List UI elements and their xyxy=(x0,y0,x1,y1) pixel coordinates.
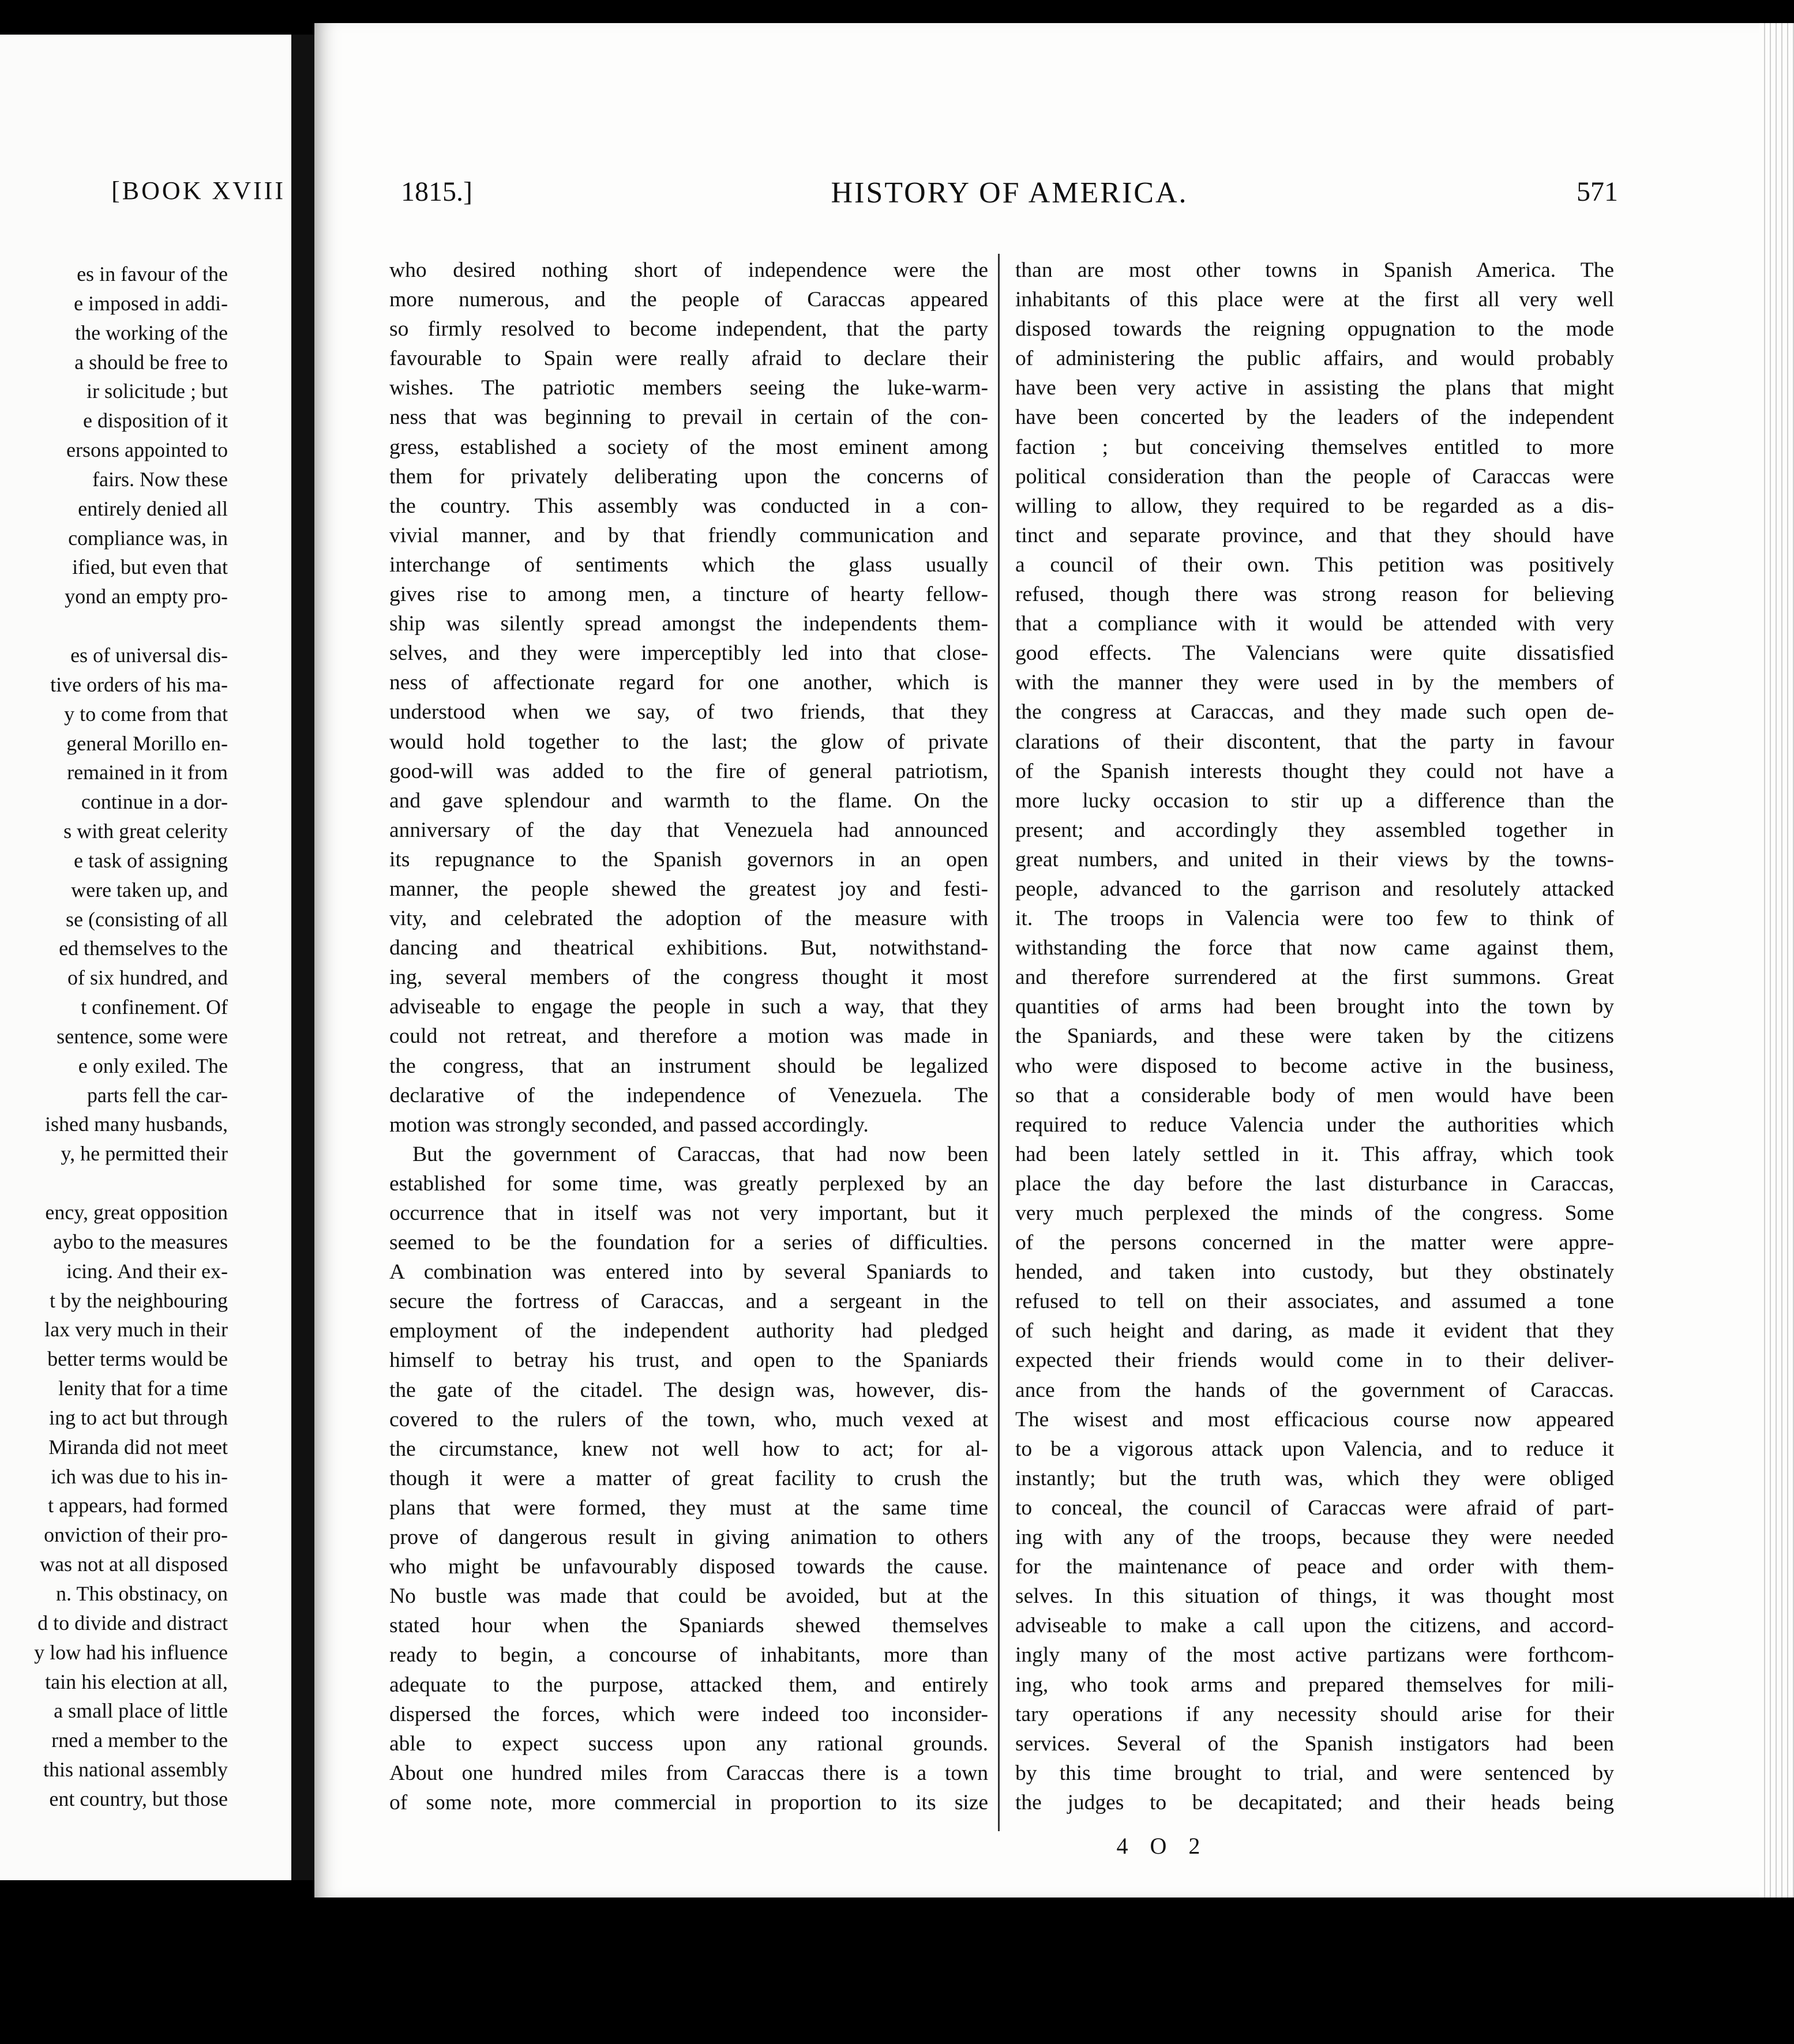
text-line: who were disposed to become active in the business, xyxy=(1015,1054,1614,1078)
text-line: place the day before the last disturbance in Caraccas, xyxy=(1015,1171,1614,1196)
text-line: the gate of the citadel. The design was, however, dis- xyxy=(389,1378,988,1402)
text-line: adviseable to engage the people in such a way, that they xyxy=(389,995,988,1019)
text-line: declarative of the independence of Venezuela. The xyxy=(389,1083,988,1107)
text-line: disposed towards the reigning oppugnation to the mode xyxy=(1015,317,1614,341)
text-line: withstanding the force that now came against them, xyxy=(1015,936,1614,960)
previous-page-line: icing. And their ex- xyxy=(66,1259,228,1283)
text-line: ingly many of the most active partizans were forthcom- xyxy=(1015,1643,1614,1667)
text-line: able to expect success upon any rational grounds. xyxy=(389,1731,988,1756)
previous-page-line: t confinement. Of xyxy=(81,995,228,1019)
running-head-title: HISTORY OF AMERICA. xyxy=(831,176,1188,209)
text-line: plans that were formed, they must at the same time xyxy=(389,1496,988,1520)
text-line: to be a vigorous attack upon Valencia, and to reduce it xyxy=(1015,1437,1614,1461)
text-line: ness of affectionate regard for one another, which is xyxy=(389,671,988,695)
text-line: gives rise to among men, a tincture of hearty fellow- xyxy=(389,583,988,607)
previous-page-line: this national assembly xyxy=(43,1758,228,1782)
text-line: who might be unfavourably disposed towards the cause. xyxy=(389,1555,988,1579)
text-line: vity, and celebrated the adoption of the measure with xyxy=(389,907,988,931)
previous-page-line: ing to act but through xyxy=(49,1406,228,1429)
text-line: of such height and daring, as made it evident that they xyxy=(1015,1319,1614,1343)
text-line: established for some time, was greatly perplexed by an xyxy=(389,1171,988,1196)
previous-page-line: of six hundred, and xyxy=(67,966,228,990)
previous-page-line: y, he permitted their xyxy=(61,1142,228,1166)
previous-page-line: compliance was, in xyxy=(68,526,228,550)
running-head-date: 1815.] xyxy=(401,176,472,207)
previous-page-line: better terms would be xyxy=(47,1347,228,1371)
previous-page-line: ency, great opposition xyxy=(45,1201,228,1224)
previous-page-line: aybo to the measures xyxy=(53,1230,228,1253)
text-line: wishes. The patriotic members seeing the luke-warm- xyxy=(389,376,988,400)
text-line: them for privately deliberating upon the concerns of xyxy=(389,464,988,489)
page-571 xyxy=(314,23,1768,1898)
text-line: adequate to the purpose, attacked them, and entirely xyxy=(389,1673,988,1697)
text-line: refused to tell on their associates, and assumed a tone xyxy=(1015,1290,1614,1314)
text-line: stated hour when the Spaniards shewed themselves xyxy=(389,1614,988,1638)
text-line: good-will was added to the fire of general patriotism, xyxy=(389,759,988,783)
text-line: of the persons concerned in the matter were appre- xyxy=(1015,1231,1614,1255)
previous-page-fragment xyxy=(0,35,295,1880)
previous-page-line: a small place of little xyxy=(54,1699,228,1723)
text-line: very much perplexed the minds of the congress. Some xyxy=(1015,1201,1614,1225)
previous-page-line: y low had his influence xyxy=(34,1640,228,1664)
text-line: understood when we say, of two friends, that they xyxy=(389,700,988,724)
text-line: occurrence that in itself was not very important, but it xyxy=(389,1201,988,1225)
text-line: motion was strongly seconded, and passed accordingly. xyxy=(389,1113,869,1137)
text-line: the circumstance, knew not well how to act; for al- xyxy=(389,1437,988,1461)
text-line: tinct and separate province, and that they should have xyxy=(1015,523,1614,547)
previous-page-line: ified, but even that xyxy=(72,555,228,579)
previous-page-line: t appears, had formed xyxy=(48,1494,228,1517)
previous-page-line: ent country, but those xyxy=(49,1787,228,1810)
text-line: prove of dangerous result in giving animation to others xyxy=(389,1526,988,1550)
text-line: covered to the rulers of the town, who, much vexed at xyxy=(389,1407,988,1431)
text-line: that a compliance with it would be attended with very xyxy=(1015,612,1614,636)
text-line: selves. In this situation of things, it was thought most xyxy=(1015,1584,1614,1609)
text-line: more numerous, and the people of Caraccas appeared xyxy=(389,288,988,312)
text-line: for the maintenance of peace and order with them- xyxy=(1015,1555,1614,1579)
text-line: vivial manner, and by that friendly communication and xyxy=(389,523,988,547)
text-line: ing, who took arms and prepared themselves for mili- xyxy=(1015,1673,1614,1697)
text-line: ance from the hands of the government of Caraccas. xyxy=(1015,1378,1614,1402)
text-line: more lucky occasion to stir up a difference than the xyxy=(1015,788,1614,813)
text-line: services. Several of the Spanish instigators had been xyxy=(1015,1731,1614,1756)
previous-page-line: s with great celerity xyxy=(63,820,228,843)
text-line: interchange of sentiments which the glass usually xyxy=(389,553,988,577)
text-line: A combination was entered into by several Spaniards to xyxy=(389,1260,988,1284)
previous-page-line: d to divide and distract xyxy=(37,1611,228,1635)
text-line: by this time brought to trial, and were sentenced by xyxy=(1015,1761,1614,1785)
previous-page-line: ir solicitude ; but xyxy=(87,380,228,403)
text-line: ship was silently spread amongst the independents them- xyxy=(389,612,988,636)
text-line: the judges to be decapitated; and their heads being xyxy=(1015,1790,1614,1814)
text-line: have been concerted by the leaders of the independent xyxy=(1015,405,1614,430)
text-line: employment of the independent authority had pledged xyxy=(389,1319,988,1343)
text-line: willing to allow, they required to be regarded as a dis- xyxy=(1015,494,1614,518)
previous-page-line: yond an empty pro- xyxy=(65,585,228,608)
previous-page-line: remained in it from xyxy=(67,761,228,784)
previous-page-line: lax very much in their xyxy=(44,1318,228,1342)
book-gutter xyxy=(291,35,314,1880)
previous-page-line: parts fell the car- xyxy=(87,1083,228,1107)
running-head xyxy=(401,176,1618,216)
previous-page-line: were taken up, and xyxy=(71,878,228,901)
text-line: quantities of arms had been brought into the town by xyxy=(1015,995,1614,1019)
page-number: 571 xyxy=(1577,176,1618,207)
text-line: adviseable to make a call upon the citizens, and accord- xyxy=(1015,1614,1614,1638)
text-line: its repugnance to the Spanish governors in an open xyxy=(389,847,988,871)
previous-page-line: lenity that for a time xyxy=(58,1377,228,1400)
text-line: than are most other towns in Spanish America. The xyxy=(1015,258,1614,282)
text-line: hended, and taken into custody, but they obstinately xyxy=(1015,1260,1614,1284)
text-line: ness that was beginning to prevail in certain of the con- xyxy=(389,405,988,430)
text-line: had been lately settled in it. This affray, which took xyxy=(1015,1142,1614,1166)
text-line: have been very active in assisting the plans that might xyxy=(1015,376,1614,400)
signature-mark: 4 O 2 xyxy=(1116,1833,1208,1859)
text-column-left xyxy=(389,256,988,1817)
text-line: No bustle was made that could be avoided, but at the xyxy=(389,1584,988,1609)
text-column-right xyxy=(1015,256,1614,1817)
text-line: with the manner they were used in by the members of xyxy=(1015,671,1614,695)
text-line: good effects. The Valencians were quite dissatisfied xyxy=(1015,641,1614,666)
text-line: the congress, that an instrument should be legalized xyxy=(389,1054,988,1078)
text-line: About one hundred miles from Caraccas there is a town xyxy=(389,1761,988,1785)
text-line: would hold together to the last; the glow of private xyxy=(389,730,988,754)
text-line: himself to betray his trust, and open to the Spaniards xyxy=(389,1348,988,1373)
previous-page-line: ished many husbands, xyxy=(45,1113,228,1136)
text-line: refused, though there was strong reason for believing xyxy=(1015,583,1614,607)
previous-page-line: entirely denied all xyxy=(78,497,228,520)
previous-page-line: e imposed in addi- xyxy=(74,291,228,315)
page-edges xyxy=(1759,23,1794,1898)
text-line: it. The troops in Valencia were too few to think of xyxy=(1015,907,1614,931)
previous-page-line: es of universal dis- xyxy=(70,643,228,667)
previous-page-line: se (consisting of all xyxy=(66,907,228,931)
text-line: expected their friends would come in to their deliver- xyxy=(1015,1348,1614,1373)
previous-page-line: e only exiled. The xyxy=(78,1054,228,1077)
previous-page-line: was not at all disposed xyxy=(40,1553,228,1576)
text-line: great numbers, and united in their views by the towns- xyxy=(1015,847,1614,871)
text-line: political consideration than the people of Caraccas were xyxy=(1015,464,1614,489)
previous-page-line: tive orders of his ma- xyxy=(50,672,228,696)
text-line: faction ; but conceiving themselves entitled to more xyxy=(1015,435,1614,459)
text-line: so firmly resolved to become independent, that the party xyxy=(389,317,988,341)
text-line: clarations of their discontent, that the party in favour xyxy=(1015,730,1614,754)
text-line: the congress at Caraccas, and they made such open de- xyxy=(1015,700,1614,724)
column-divider xyxy=(998,254,1000,1831)
previous-page-header: [BOOK XVIII xyxy=(111,176,286,205)
previous-page-line: a should be free to xyxy=(74,350,228,374)
previous-page-line: y to come from that xyxy=(64,702,228,726)
previous-page-line: continue in a dor- xyxy=(81,790,228,814)
previous-page-line: rned a member to the xyxy=(51,1729,228,1752)
text-line: ing with any of the troops, because they were needed xyxy=(1015,1526,1614,1550)
text-line: to conceal, the council of Caraccas were afraid of part- xyxy=(1015,1496,1614,1520)
previous-page-line: general Morillo en- xyxy=(66,731,228,755)
text-line: of the Spanish interests thought they could not have a xyxy=(1015,759,1614,783)
text-line: a council of their own. This petition was positively xyxy=(1015,553,1614,577)
previous-page-line: ed themselves to the xyxy=(59,937,228,960)
previous-page-line: Miranda did not meet xyxy=(48,1435,228,1459)
text-line: could not retreat, and therefore a motion was made in xyxy=(389,1024,988,1049)
text-line: the Spaniards, and these were taken by the citizens xyxy=(1015,1024,1614,1049)
previous-page-line: fairs. Now these xyxy=(92,467,228,491)
text-line: dancing and theatrical exhibitions. But, notwithstand- xyxy=(389,936,988,960)
previous-page-line: e disposition of it xyxy=(83,409,228,433)
text-line: people, advanced to the garrison and resolutely attacked xyxy=(1015,877,1614,901)
previous-page-line: es in favour of the xyxy=(77,262,228,285)
text-line: seemed to be the foundation for a series of difficulties. xyxy=(389,1231,988,1255)
text-line: present; and accordingly they assembled together in xyxy=(1015,818,1614,842)
text-line: inhabitants of this place were at the first all very well xyxy=(1015,288,1614,312)
text-line: though it were a matter of great facility to crush the xyxy=(389,1466,988,1490)
text-line: and gave splendour and warmth to the flame. On the xyxy=(389,788,988,813)
text-line: so that a considerable body of men would have been xyxy=(1015,1083,1614,1107)
text-line: ready to begin, a concourse of inhabitants, more than xyxy=(389,1643,988,1667)
previous-page-line: e task of assigning xyxy=(74,848,228,872)
previous-page-line xyxy=(0,1168,228,1198)
previous-page-line: the working of the xyxy=(75,321,228,344)
previous-page-line: n. This obstinacy, on xyxy=(56,1581,228,1605)
previous-page-text xyxy=(0,260,228,1814)
text-line: manner, the people shewed the greatest joy and festi- xyxy=(389,877,988,901)
previous-page-line: onviction of their pro- xyxy=(44,1523,228,1547)
text-line: favourable to Spain were really afraid to declare their xyxy=(389,347,988,371)
text-line: gress, established a society of the most eminent among xyxy=(389,435,988,459)
text-line: ing, several members of the congress thought it most xyxy=(389,965,988,990)
previous-page-line: ich was due to his in- xyxy=(51,1464,228,1488)
text-line: required to reduce Valencia under the authorities which xyxy=(1015,1113,1614,1137)
previous-page-line: ersons appointed to xyxy=(66,438,228,462)
text-line: and therefore surrendered at the first summons. Great xyxy=(1015,965,1614,990)
text-line: who desired nothing short of independence were the xyxy=(389,258,988,282)
text-line: selves, and they were imperceptibly led into that close- xyxy=(389,641,988,666)
text-line: of administering the public affairs, and would probably xyxy=(1015,347,1614,371)
text-line: The wisest and most efficacious course now appeared xyxy=(1015,1407,1614,1431)
text-line: of some note, more commercial in proportion to its size xyxy=(389,1790,988,1814)
text-line: the country. This assembly was conducted in a con- xyxy=(389,494,988,518)
previous-page-line: tain his election at all, xyxy=(45,1670,228,1693)
previous-page-line xyxy=(0,611,228,641)
text-line: secure the fortress of Caraccas, and a sergeant in the xyxy=(389,1290,988,1314)
previous-page-line: sentence, some were xyxy=(57,1024,228,1048)
text-line: But the government of Caraccas, that had now been xyxy=(412,1142,988,1166)
text-line: instantly; but the truth was, which they were obliged xyxy=(1015,1466,1614,1490)
text-line: tary operations if any necessity should arise for their xyxy=(1015,1702,1614,1726)
text-line: anniversary of the day that Venezuela had announced xyxy=(389,818,988,842)
previous-page-line: t by the neighbouring xyxy=(50,1288,228,1312)
text-line: dispersed the forces, which were indeed too inconsider- xyxy=(389,1702,988,1726)
